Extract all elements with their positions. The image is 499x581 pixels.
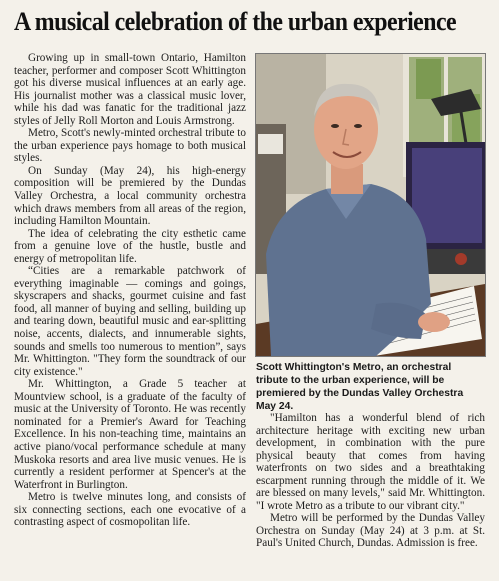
article-photo [255, 53, 486, 357]
paragraph: Mr. Whittington, a Grade 5 teacher at Mountview school, is a graduate of the faculty of music at the University of Toronto. He was recently nominated for a Premier's Award for Teaching Excellence. In his non-teaching time, maintains an active piano/vocal performance schedule at many Muskoka resorts and area live music venues. He is currently a resident performer at Spencer's at the Waterfront in Burlington. [14, 378, 246, 491]
paragraph: “Cities are a remarkable patchwork of everything imaginable — comings and goings, skyscrapers and shacks, gourmet cuisine and fast food, all manner of buying and selling, building up and tearing down, beautiful music and ear-splitting noise, accents, dialects, and innumerable sights, sounds and smells too numerous to mention”, says Mr. Whittington. "They form the soundtrack of our city existence." [14, 265, 246, 378]
headline: A musical celebration of the urban experience [14, 6, 457, 36]
photo-caption: Scott Whittington's Metro, an orchestral tribute to the urban experience, will be premiered by the Dundas Valley Orchestra May 24. [256, 362, 464, 412]
paragraph: "Hamilton has a wonderful blend of rich architecture heritage with exciting new urban development, in combination with the pure physical beauty that comes from having waterfronts on two sides and a breathtaking escarpment running through the middle of it. We are blessed on many levels," said Mr. Whittington. "I wrote Metro as a tribute to our vibrant city." [256, 412, 485, 512]
paragraph: Growing up in small-town Ontario, Hamilton teacher, performer and composer Scott Whittington got his diverse musical influences at an early age. His journalist mother was a classical music lover, while his dad was fanatic for the traditional jazz styles of Jelly Roll Morton and Louis Armstrong. [14, 52, 246, 127]
paragraph: On Sunday (May 24), his high-energy composition will be premiered by the Dundas Valley Orchestra, a local community orchestra which draws members from all areas of the region, including Hamilton Mountain. [14, 164, 246, 228]
paragraph: Metro is twelve minutes long, and consists of six connecting sections, each one evocative of a contrasting aspect of cosmopolitan life. [14, 491, 246, 529]
right-column [256, 412, 485, 550]
left-column [14, 52, 246, 529]
paragraph: The idea of celebrating the city esthetic came from a genuine love of the hustle, bustle and energy of metropolitan life. [14, 227, 246, 265]
paragraph: Metro, Scott's newly-minted orchestral tribute to the urban experience pays homage to both musical styles. [14, 127, 246, 165]
paragraph: Metro will be performed by the Dundas Valley Orchestra on Sunday (May 24) at 3 p.m. at St. Paul's United Church, Dundas. Admission is free. [256, 512, 485, 550]
